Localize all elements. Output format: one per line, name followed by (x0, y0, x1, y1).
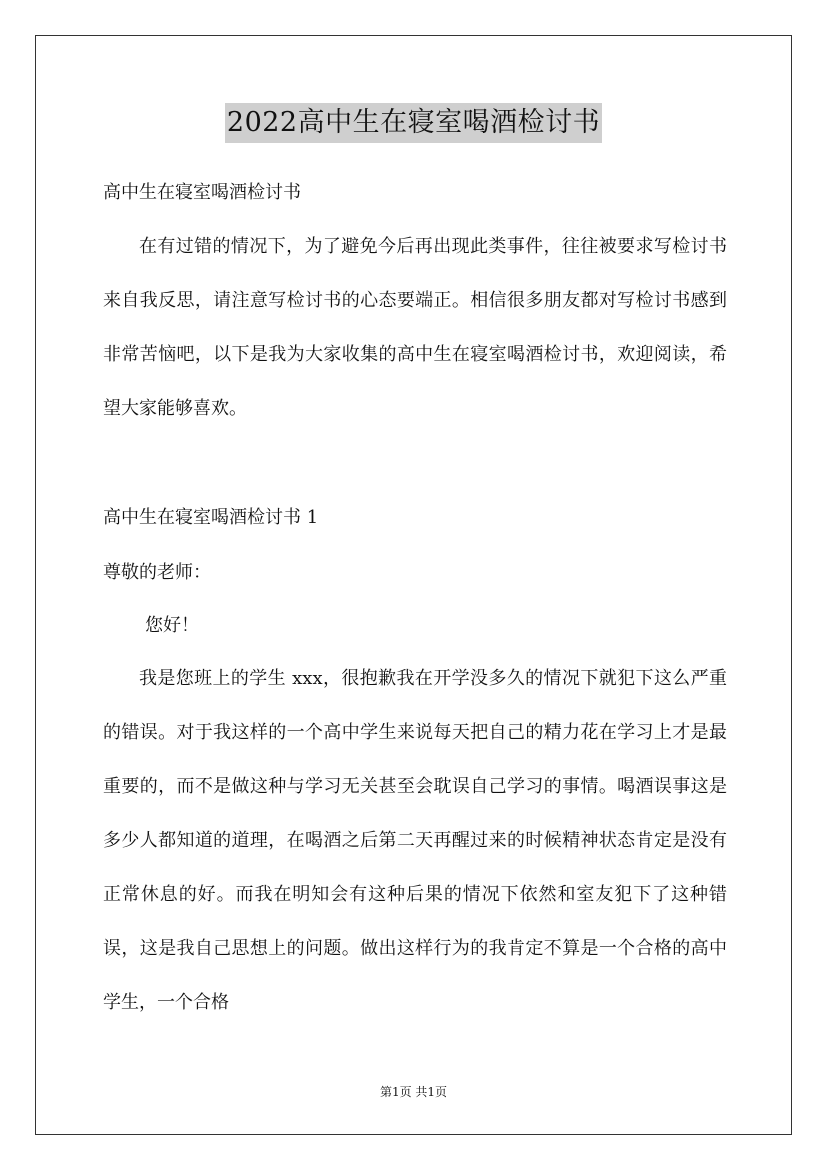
section-heading: 高中生在寝室喝酒检讨书 1 (103, 507, 319, 528)
salutation: 尊敬的老师： (103, 562, 211, 583)
title-container (0, 103, 827, 143)
body-paragraph: 我是您班上的学生 xxx，很抱歉我在开学没多久的情况下就犯下这么严重的错误。对于我这样的一个高中学生来说每天把自己的精力花在学习上才是最重要的，而不是做这种与学习无关甚至会耽误自己学习的事情。喝酒误事这是多少人都知道的道理，在喝酒之后第二天再醒过来的时候精神状态肯定是没有正常休息的好。而我在明知会有这种后果的情况下依然和室友犯下了这种错误，这是我自己思想上的问题。做出这样行为的我肯定不算是一个合格的高中学生，一个合格 (103, 668, 727, 1013)
greeting: 您好！ (145, 615, 199, 636)
document-title: 2022高中生在寝室喝酒检讨书 (225, 103, 602, 143)
intro-paragraph: 在有过错的情况下，为了避免今后再出现此类事件，往往被要求写检讨书来自我反思，请注意写检讨书的心态要端正。相信很多朋友都对写检讨书感到非常苦恼吧，以下是我为大家收集的高中生在寝室喝酒检讨书，欢迎阅读，希望大家能够喜欢。 (103, 236, 727, 419)
page-footer: 第1页 共1页 (379, 1085, 448, 1099)
document-subtitle: 高中生在寝室喝酒检讨书 (103, 182, 301, 203)
